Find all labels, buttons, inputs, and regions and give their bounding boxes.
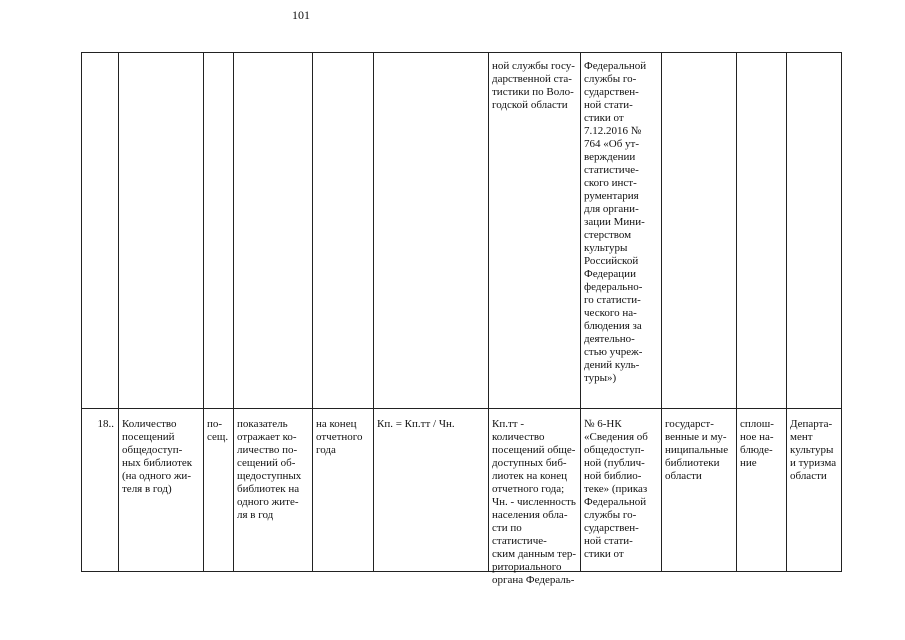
table-border-top — [81, 52, 842, 53]
scope-cell: государст- венные и му- ниципальные библиотеки области — [665, 418, 729, 482]
column-divider — [233, 52, 234, 572]
top-row-agency-cell: ной службы госу- дарственной ста- тистики по Воло- годской области — [492, 60, 575, 111]
row-number: 18.. — [97, 418, 114, 430]
column-divider — [661, 52, 662, 572]
row-divider — [81, 408, 842, 409]
indicator-name: Количество посещений общедоступ- ных библиотек (на одного жи- теля в год) — [122, 418, 193, 495]
indicator-table — [81, 52, 842, 586]
column-divider — [373, 52, 374, 572]
source-cell: № 6-НК «Сведения об общедоступ- ной (публич- ной библио- теке» (приказ Федеральной службы го- сударствен- ной стати- стики от — [584, 418, 648, 560]
column-divider — [580, 52, 581, 572]
column-divider — [736, 52, 737, 572]
column-divider — [81, 52, 82, 572]
top-row-order-cell: Федеральной службы го- сударствен- ной стати- стики от 7.12.2016 № 764 «Об ут- верждении статистиче- ского инст- рументария для органи- зации Мини- стерством культуры Российской Федерации федерально- го статисти- ческого на- блюдения за деятельно- стью учреж- дений куль- туры») — [584, 60, 647, 384]
column-divider — [312, 52, 313, 572]
column-divider — [786, 52, 787, 572]
table-border-bottom — [81, 571, 842, 572]
variables-cell: Кп.тт - количество посещений обще- доступных биб- лиотек на конец отчетного года; Чн. - численность населения обла- сти по статистиче- ским данным тер- риториального органа Федераль- — [492, 418, 577, 586]
method-cell: сплош- ное на- блюде- ние — [740, 418, 774, 469]
period-cell: на конец отчетного года — [316, 418, 363, 456]
unit-cell: по- сещ. — [207, 418, 229, 443]
definition-cell: показатель отражает ко- личество по- сещений об- щедоступных библиотек на одного жите- ля в год — [237, 418, 302, 521]
column-divider — [118, 52, 119, 572]
column-divider — [841, 52, 842, 572]
responsible-cell: Департа- мент культуры и туризма области — [790, 418, 837, 482]
column-divider — [203, 52, 204, 572]
page-number: 101 — [292, 8, 310, 22]
column-divider — [488, 52, 489, 572]
formula-cell: Кп. = Кп.тт / Чн. — [377, 418, 455, 430]
